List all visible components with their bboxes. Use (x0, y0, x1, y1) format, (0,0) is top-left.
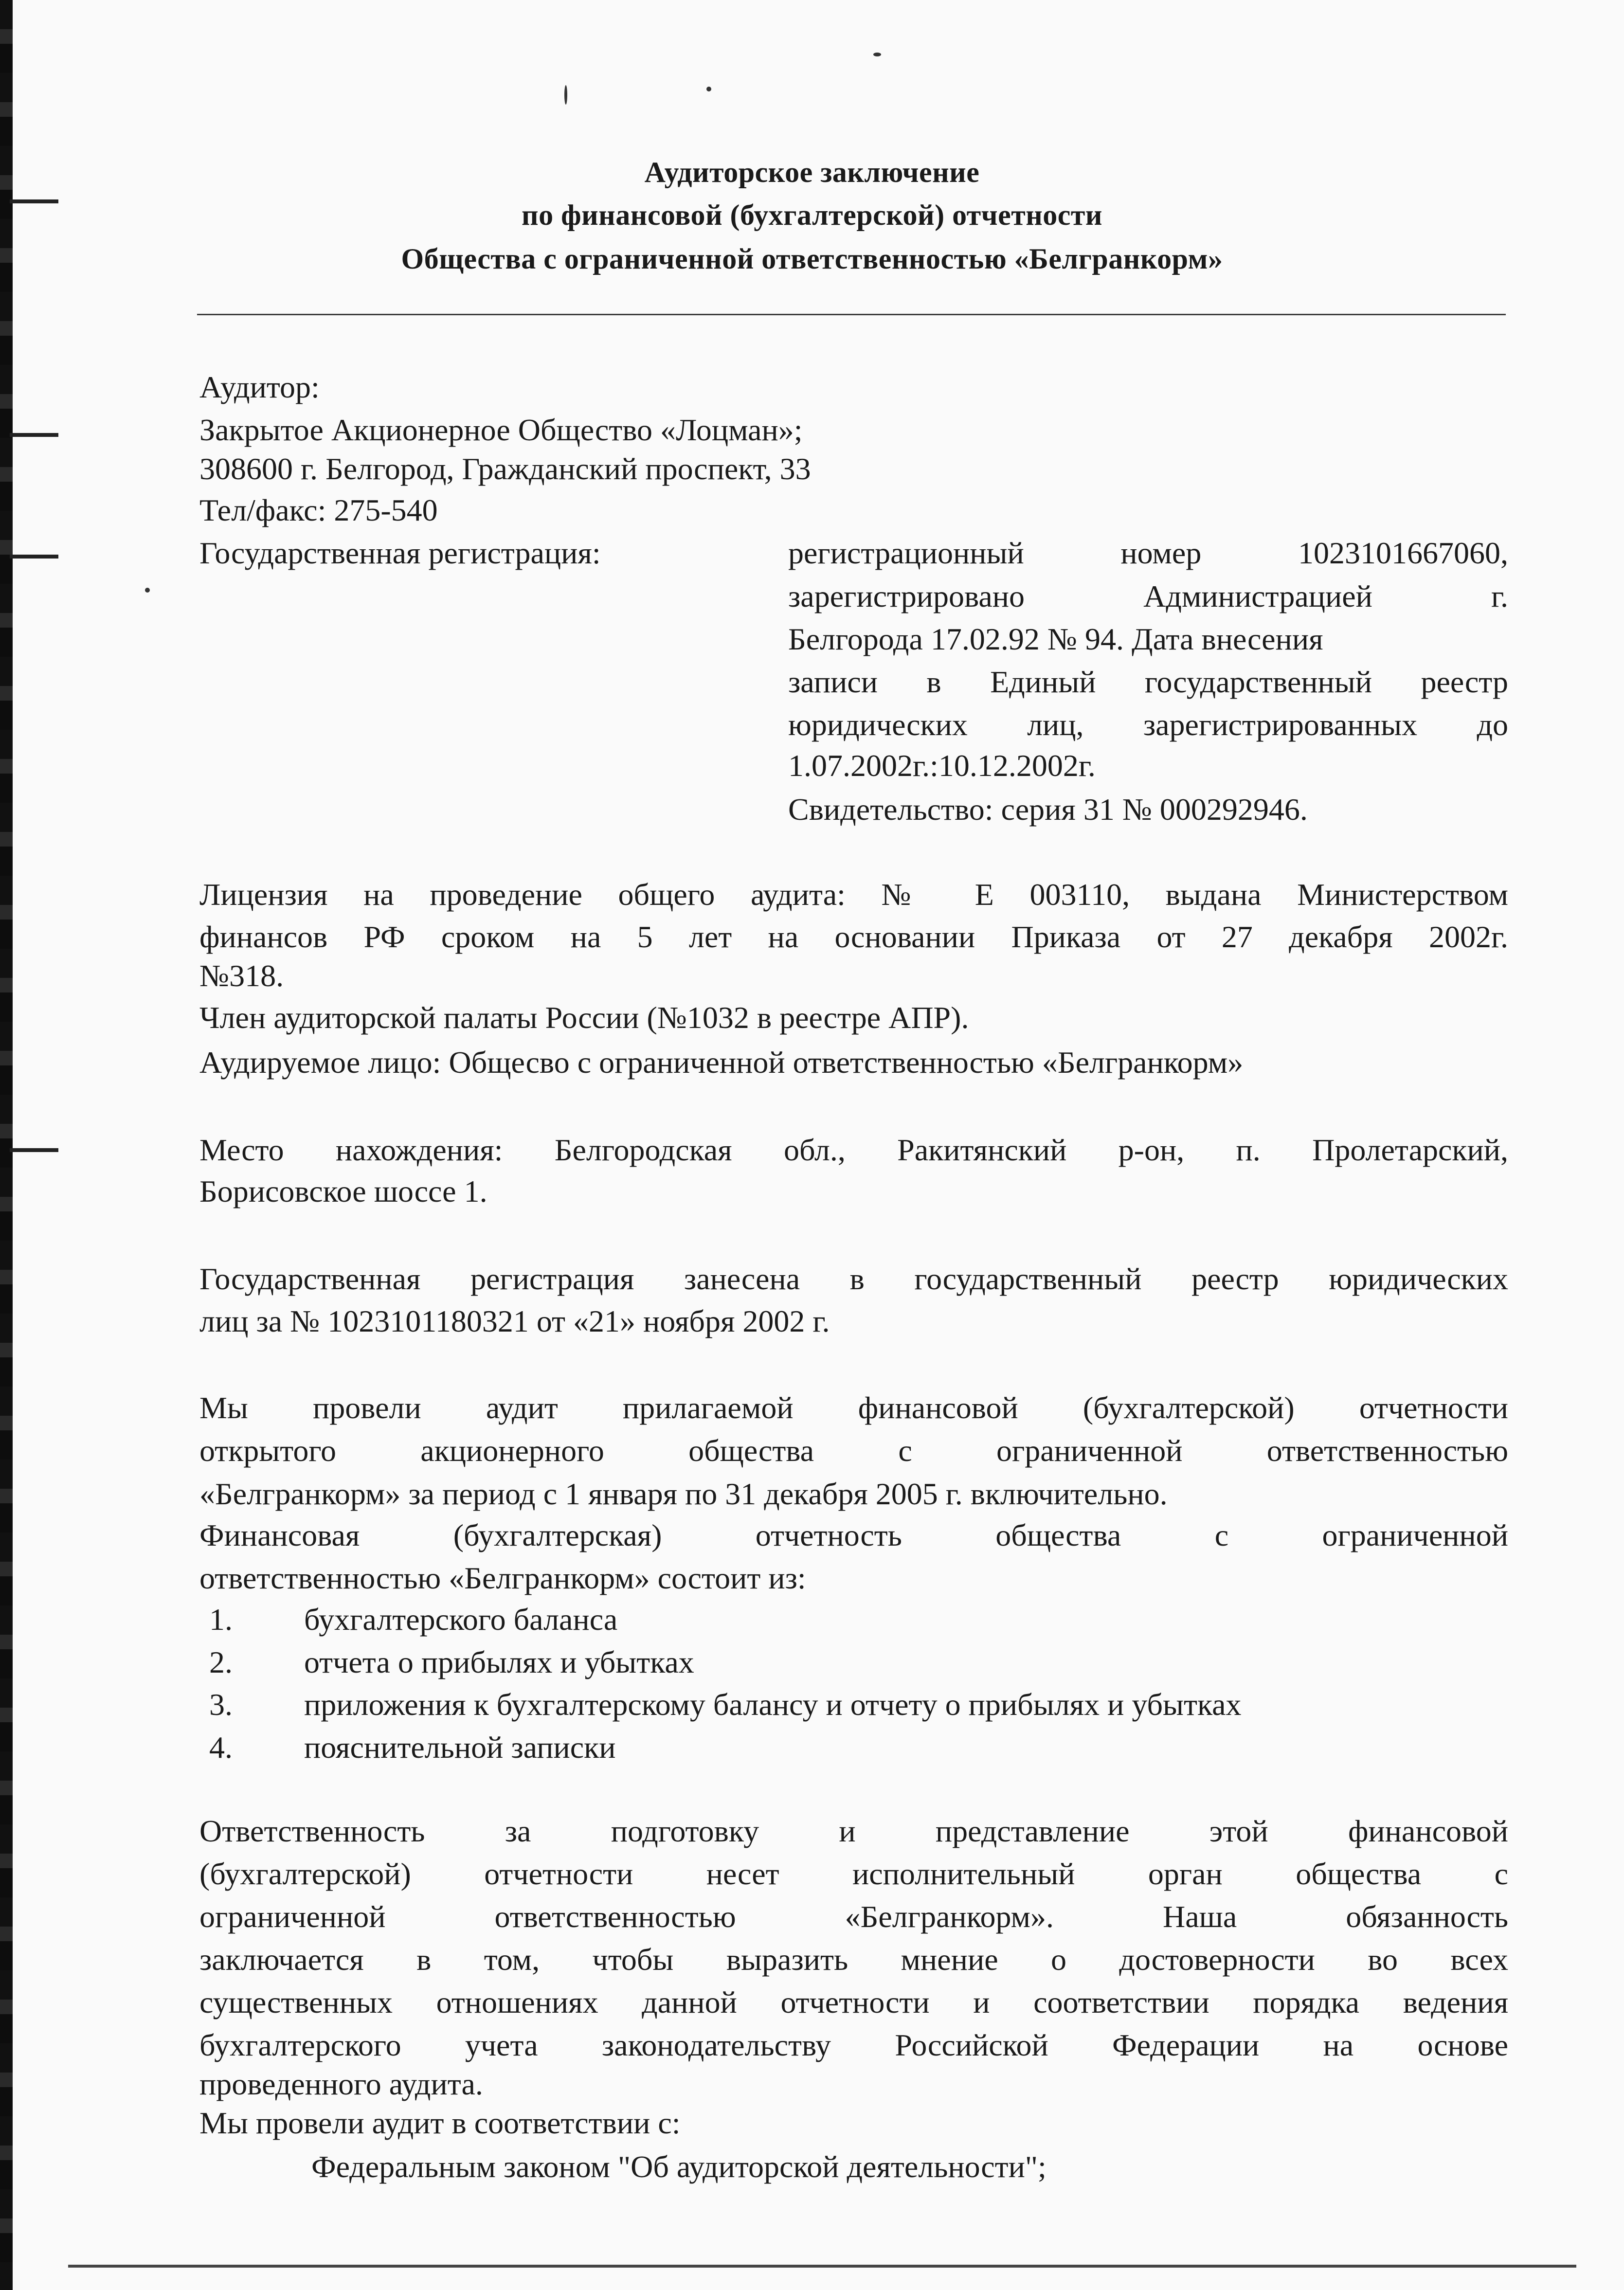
registration-line: Белгорода 17.02.92 № 94. Дата внесения (788, 622, 1323, 656)
list-item: отчета о прибылях и убытках (304, 1645, 694, 1679)
list-item: бухгалтерского баланса (304, 1602, 618, 1637)
list-item-number: 4. (209, 1730, 233, 1765)
title-divider (197, 314, 1506, 315)
list-item-number: 1. (209, 1602, 233, 1637)
responsibility-line: Ответственность за подготовку и представление этой финансовой (199, 1814, 1508, 1848)
registration-line: Свидетельство: серия 31 № 000292946. (788, 792, 1308, 827)
auditor-address: 308600 г. Белгород, Гражданский проспект, 33 (199, 451, 811, 486)
registration-label: Государственная регистрация: (199, 536, 601, 570)
scan-bottom-edge (68, 2265, 1576, 2268)
audited-entity: Аудируемое лицо: Общесво с ограниченной ответственностью «Белгранкорм» (199, 1045, 1244, 1080)
registration-line: зарегистрировано Администрацией г. (788, 579, 1508, 613)
audit-scope-line: ответственностью «Белгранкорм» состоит из: (199, 1561, 806, 1595)
auditor-heading: Аудитор: (199, 370, 320, 404)
responsibility-line: проведенного аудита. (199, 2067, 483, 2101)
audit-scope-line: открытого акционерного общества с ограниченной ответственностью (199, 1433, 1508, 1468)
scan-mark (10, 1148, 58, 1152)
auditor-name: Закрытое Акционерное Общество «Лоцман»; (199, 413, 803, 447)
responsibility-line: ограниченной ответственностью «Белгранкорм». Наша обязанность (199, 1899, 1508, 1934)
registration-line: регистрационный номер 1023101667060, (788, 536, 1508, 570)
document-title-line: по финансовой (бухгалтерской) отчетности (522, 199, 1102, 231)
audit-scope-line: Финансовая (бухгалтерская) отчетность общества с ограниченной (199, 1518, 1508, 1552)
registration-line: записи в Единый государственный реестр (788, 665, 1508, 699)
scan-speck (564, 85, 567, 105)
document-title-line: Аудиторское заключение (644, 156, 980, 188)
registration-line: юридических лиц, зарегистрированных до (788, 707, 1508, 742)
responsibility-line: бухгалтерского учета законодательству Российской Федерации на основе (199, 2028, 1508, 2062)
federal-law-line: Федеральным законом "Об аудиторской деятельности"; (311, 2149, 1047, 2184)
audit-scope-line: «Белгранкорм» за период с 1 января по 31 декабря 2005 г. включительно. (199, 1477, 1168, 1511)
state-registration-line: Государственная регистрация занесена в государственный реестр юридических (199, 1262, 1508, 1296)
audit-scope-line: Мы провели аудит прилагаемой финансовой (бухгалтерской) отчетности (199, 1390, 1508, 1425)
scan-speck (706, 87, 711, 91)
list-item: приложения к бухгалтерскому балансу и отчету о прибылях и убытках (304, 1687, 1242, 1722)
responsibility-line: заключается в том, чтобы выразить мнение о достоверности во всех (199, 1942, 1508, 1977)
state-registration-line: лиц за № 1023101180321 от «21» ноября 2002 г. (199, 1304, 830, 1338)
location-line: Борисовское шоссе 1. (199, 1174, 487, 1208)
chamber-membership: Член аудиторской палаты России (№1032 в реестре АПР). (199, 1000, 969, 1035)
scan-mark (10, 555, 58, 559)
document-title-line: Общества с ограниченной ответственностью «Белгранкорм» (401, 243, 1223, 275)
scan-binding-edge (0, 0, 13, 2290)
responsibility-line: (бухгалтерской) отчетности несет исполнительный орган общества с (199, 1857, 1508, 1891)
license-line: Лицензия на проведение общего аудита: № Е 003110, выдана Министерством (199, 877, 1508, 912)
list-item-number: 3. (209, 1687, 233, 1722)
responsibility-line: существенных отношениях данной отчетности и соответствии порядка ведения (199, 1985, 1508, 2020)
location-line: Место нахождения: Белгородская обл., Ракитянский р-он, п. Пролетарский, (199, 1133, 1508, 1167)
registration-line: 1.07.2002г.:10.12.2002г. (788, 748, 1096, 783)
scan-mark (10, 433, 58, 437)
license-line: №318. (199, 958, 284, 993)
scan-speck (145, 588, 150, 593)
list-item: пояснительной записки (304, 1730, 616, 1765)
list-item-number: 2. (209, 1645, 233, 1679)
auditor-phone: Тел/факс: 275-540 (199, 493, 438, 527)
scan-speck (873, 53, 881, 56)
conducted-line: Мы провели аудит в соответствии с: (199, 2106, 681, 2140)
license-line: финансов РФ сроком на 5 лет на основании Приказа от 27 декабря 2002г. (199, 920, 1508, 954)
